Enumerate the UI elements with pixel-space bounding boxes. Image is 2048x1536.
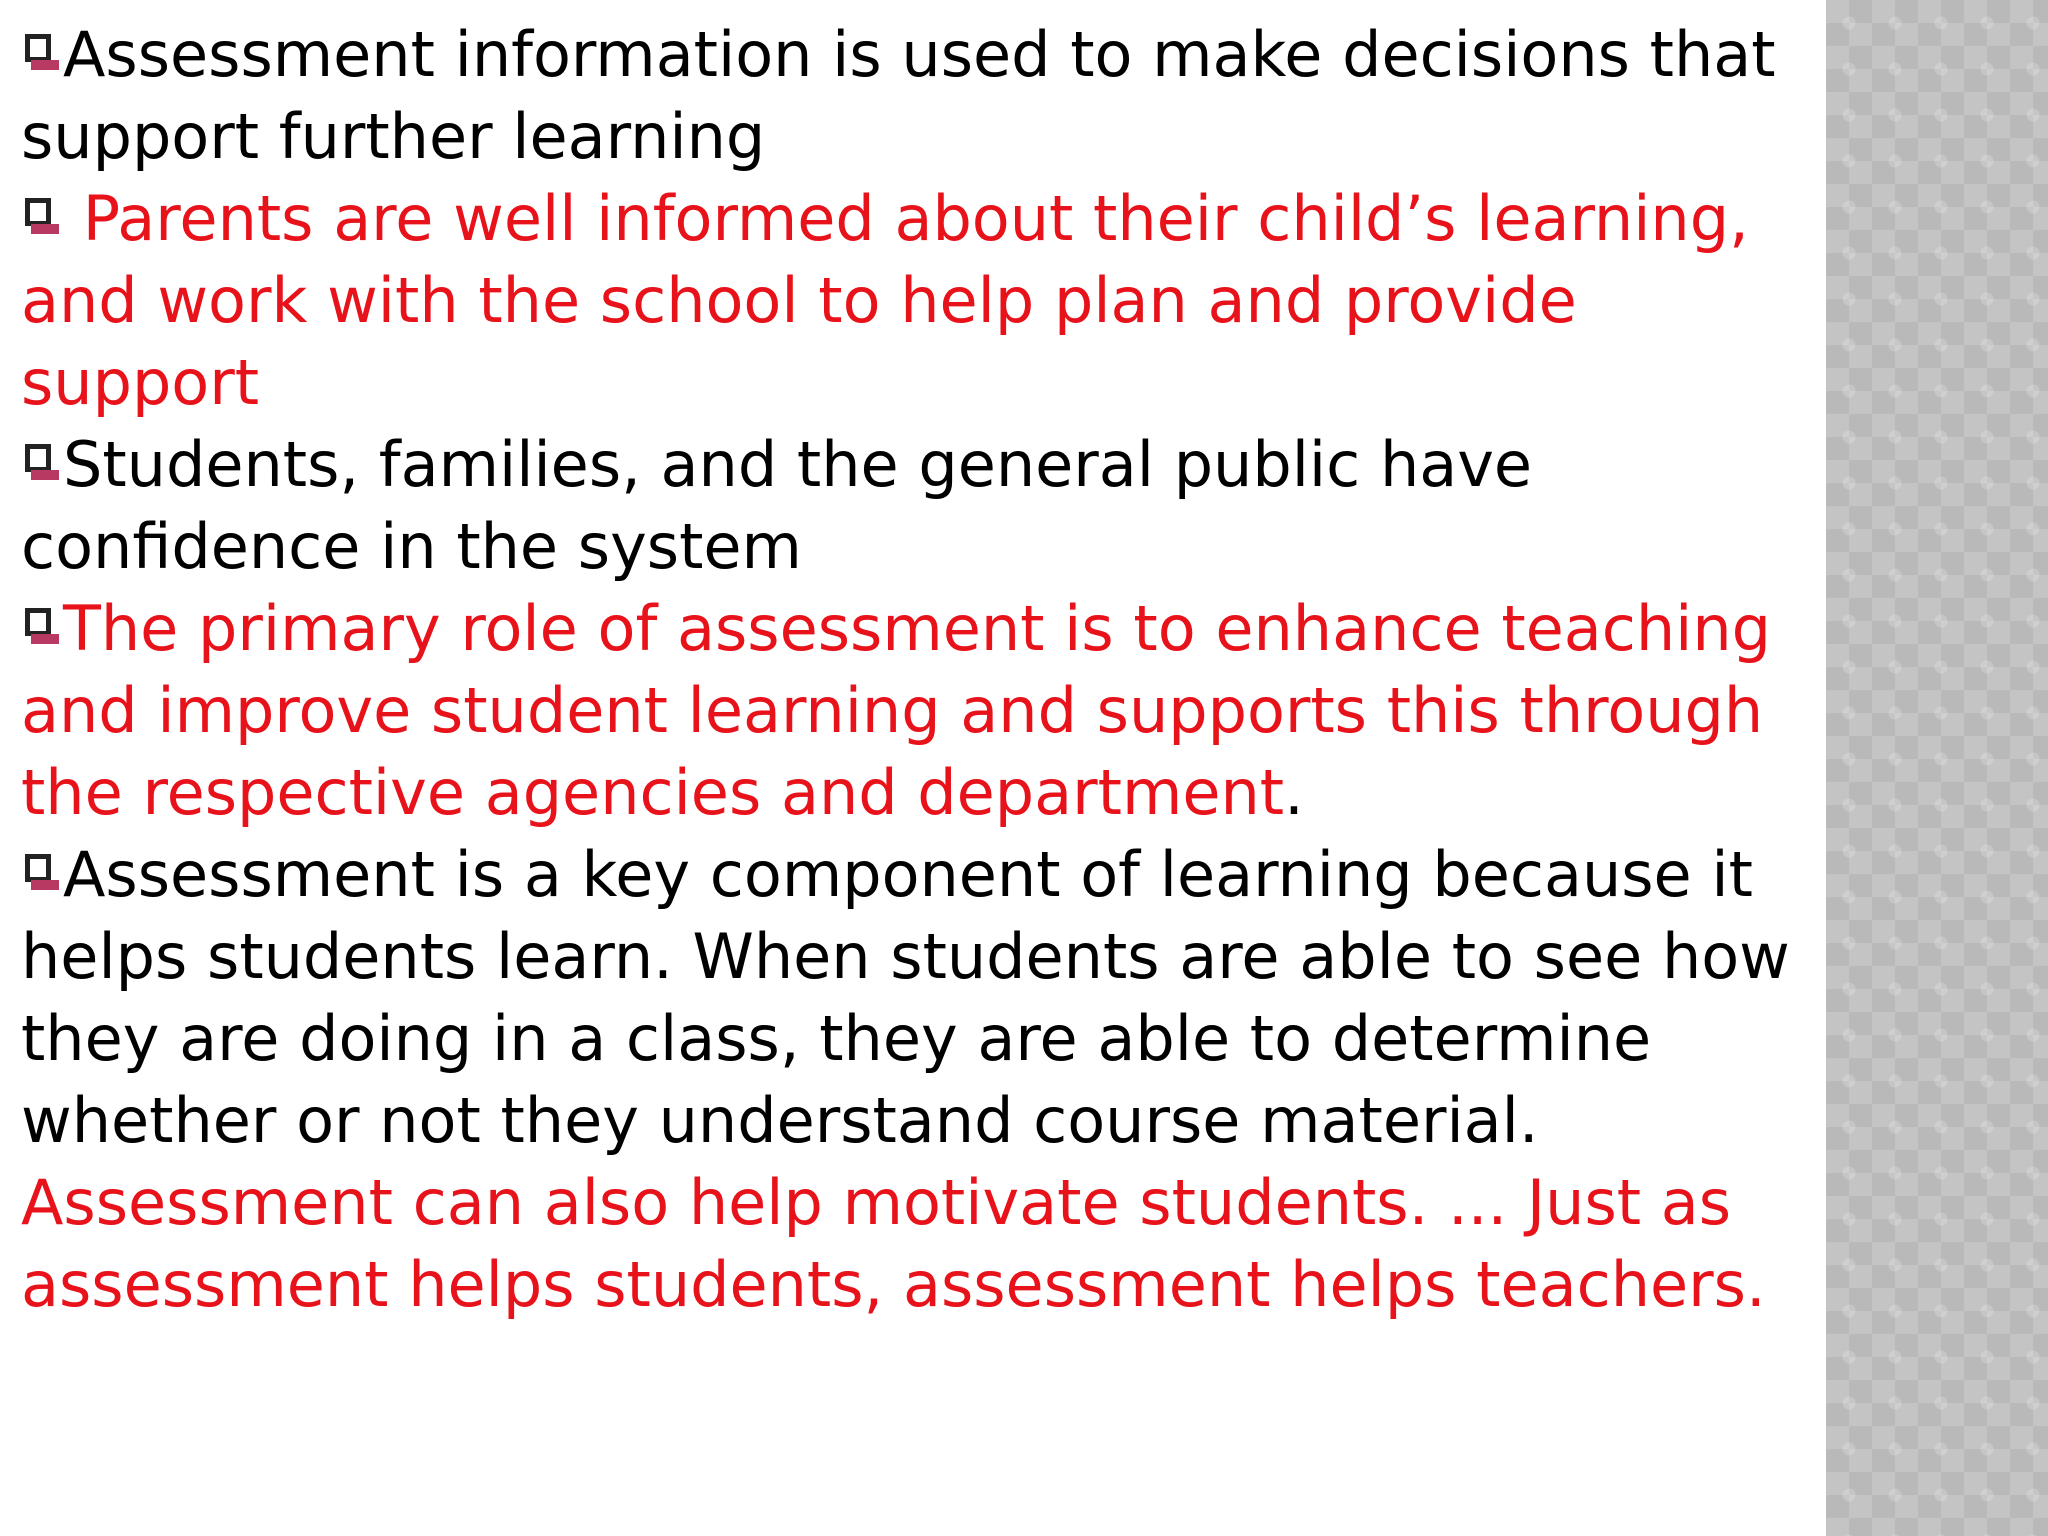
bullet-item [21,424,1801,588]
bullet-text: Parents are well informed about their child’s learning, and work with the school to help plan and provide support [21,182,1749,419]
bullet-item [21,588,1801,834]
slide-body [21,14,1801,1326]
checkbox-square-icon [21,442,61,484]
checkbox-square-icon [21,196,61,238]
bullet-text-highlight: Assessment can also help motivate students. ... Just as assessment helps students, assessment helps teachers. [21,1166,1766,1321]
bullet-item [21,14,1801,178]
bullet-text: The primary role of assessment is to enhance teaching and improve student learning and supports this through the respective agencies and department [21,592,1772,829]
bullet-item [21,834,1801,1326]
bullet-item [21,178,1801,424]
decorative-side-panel [1826,0,2048,1536]
checkbox-square-icon [21,606,61,648]
bullet-text: Assessment information is used to make decisions that support further learning [21,18,1776,173]
checkbox-square-icon [21,32,61,74]
checkbox-square-icon [21,852,61,894]
bullet-text: Assessment is a key component of learning because it helps students learn. When students are able to see how they are doing in a class, they are able to determine whether or not they understand course material. [21,838,1790,1157]
bullet-text: Students, families, and the general public have confidence in the system [21,428,1533,583]
bullet-text-period: . [1284,756,1304,829]
